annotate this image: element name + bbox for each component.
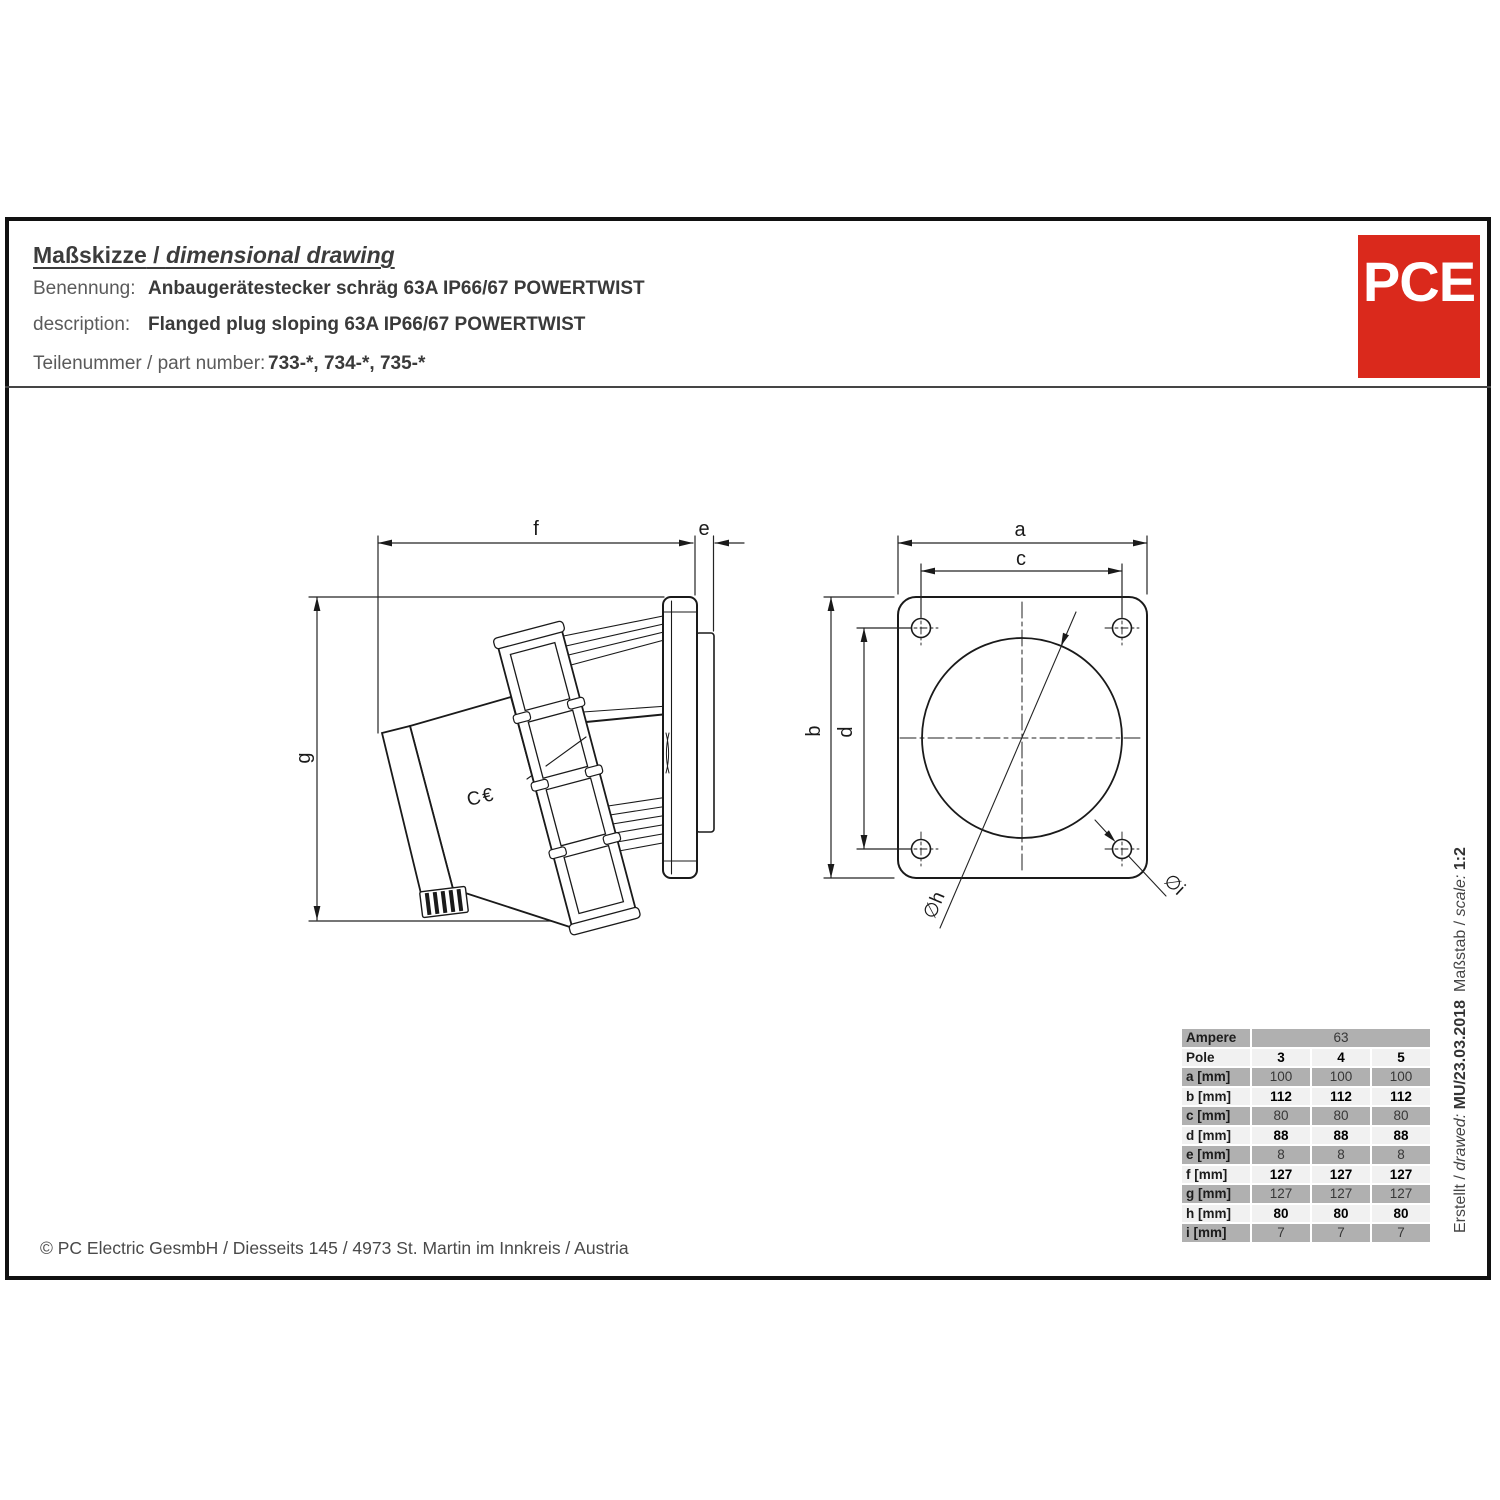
dimension-label: c [mm] xyxy=(1182,1107,1250,1125)
rear-mount-block xyxy=(696,633,714,832)
dimension-value: 80 xyxy=(1312,1205,1370,1223)
dimension-value: 8 xyxy=(1372,1146,1430,1164)
dimension-value: 80 xyxy=(1252,1107,1310,1125)
dimension-value: 127 xyxy=(1372,1166,1430,1184)
created-value: MU/23.03.2018 xyxy=(1452,999,1469,1110)
table-row-ampere xyxy=(1182,1029,1430,1047)
dimension-value: 127 xyxy=(1312,1185,1370,1203)
ce-mark: C€ xyxy=(464,784,498,811)
table-row xyxy=(1182,1185,1430,1203)
dimension-label: e [mm] xyxy=(1182,1146,1250,1164)
dimension-value: 127 xyxy=(1372,1185,1430,1203)
dimension-label: g [mm] xyxy=(1182,1185,1250,1203)
dimension-value: 127 xyxy=(1252,1166,1310,1184)
scale-note xyxy=(1452,847,1470,992)
table-row-pole xyxy=(1182,1049,1430,1067)
title-english: dimensional drawing xyxy=(165,242,395,268)
serrated-gland xyxy=(420,886,469,917)
pole-label: Pole xyxy=(1182,1049,1250,1067)
pole-value: 5 xyxy=(1372,1049,1430,1067)
dimension-value: 80 xyxy=(1372,1205,1430,1223)
table-row xyxy=(1182,1088,1430,1106)
pole-value: 3 xyxy=(1252,1049,1310,1067)
created-label-german: Erstellt / xyxy=(1452,1170,1469,1233)
created-label-english: drawed: xyxy=(1452,1113,1469,1171)
table-row xyxy=(1182,1146,1430,1164)
page-title: Maßskizze / dimensional drawing xyxy=(33,242,395,268)
created-note xyxy=(1452,1000,1470,1233)
scale-value: 1:2 xyxy=(1452,847,1469,871)
dimension-value: 127 xyxy=(1252,1185,1310,1203)
scale-label-english: scale: xyxy=(1452,874,1469,917)
dimension-value: 112 xyxy=(1312,1088,1370,1106)
benennung-value: Anbaugerätestecker schräg 63A IP66/67 POWERTWIST xyxy=(148,278,645,299)
table-row xyxy=(1182,1224,1430,1242)
dimension-label: f [mm] xyxy=(1182,1166,1250,1184)
copyright-line: © PC Electric GesmbH / Diesseits 145 / 4973 St. Martin im Innkreis / Austria xyxy=(40,1238,629,1258)
part-label-english: part number: xyxy=(157,353,266,374)
dim-label-f: f xyxy=(533,518,539,540)
description-label: description: xyxy=(33,314,131,335)
table-row xyxy=(1182,1107,1430,1125)
table-row xyxy=(1182,1205,1430,1223)
part-label-german: Teilenummer / xyxy=(33,353,158,374)
dimension-value: 7 xyxy=(1312,1224,1370,1242)
dim-label-d: d xyxy=(835,726,857,738)
dimension-label: h [mm] xyxy=(1182,1205,1250,1223)
dimension-value: 112 xyxy=(1372,1088,1430,1106)
dimension-label: d [mm] xyxy=(1182,1127,1250,1145)
dimension-value: 127 xyxy=(1312,1166,1370,1184)
dim-label-g: g xyxy=(293,752,315,764)
dim-label-b: b xyxy=(803,725,825,737)
dimension-label: a [mm] xyxy=(1182,1068,1250,1086)
dimension-label: i [mm] xyxy=(1182,1224,1250,1242)
benennung-label: Benennung: xyxy=(33,278,136,299)
dim-label-diam-h: ∅h xyxy=(919,888,950,923)
description-value: Flanged plug sloping 63A IP66/67 POWERTWIST xyxy=(148,314,586,335)
dimension-value: 112 xyxy=(1252,1088,1310,1106)
front-view-drawing xyxy=(803,519,1189,928)
dimension-value: 8 xyxy=(1252,1146,1310,1164)
ampere-value: 63 xyxy=(1252,1029,1430,1047)
dimension-value: 80 xyxy=(1372,1107,1430,1125)
side-view-drawing xyxy=(293,518,744,936)
flange-side xyxy=(663,597,697,878)
dimension-value: 7 xyxy=(1372,1224,1430,1242)
dimension-value: 100 xyxy=(1312,1068,1370,1086)
dimension-value: 100 xyxy=(1372,1068,1430,1086)
table-row xyxy=(1182,1068,1430,1086)
scale-label-german: Maßstab / xyxy=(1452,916,1469,992)
dimension-value: 8 xyxy=(1312,1146,1370,1164)
pce-logo-text: PCE xyxy=(1362,250,1476,313)
dimension-value: 88 xyxy=(1252,1127,1310,1145)
dimension-value: 80 xyxy=(1312,1107,1370,1125)
dimension-table xyxy=(1180,1027,1432,1244)
table-row xyxy=(1182,1127,1430,1145)
dimension-value: 7 xyxy=(1252,1224,1310,1242)
dim-label-a: a xyxy=(1014,519,1026,541)
dim-label-diam-i: ∅i xyxy=(1159,870,1189,900)
dimension-value: 100 xyxy=(1252,1068,1310,1086)
dim-label-c: c xyxy=(1016,548,1026,570)
dimension-value: 88 xyxy=(1312,1127,1370,1145)
table-row xyxy=(1182,1166,1430,1184)
dimension-label: b [mm] xyxy=(1182,1088,1250,1106)
part-number-value: 733-*, 734-*, 735-* xyxy=(268,353,426,374)
dimension-value: 88 xyxy=(1372,1127,1430,1145)
pole-value: 4 xyxy=(1312,1049,1370,1067)
ampere-label: Ampere xyxy=(1182,1029,1250,1047)
dim-label-e: e xyxy=(698,518,710,540)
dimension-value: 80 xyxy=(1252,1205,1310,1223)
title-german: Maßskizze xyxy=(33,242,147,268)
